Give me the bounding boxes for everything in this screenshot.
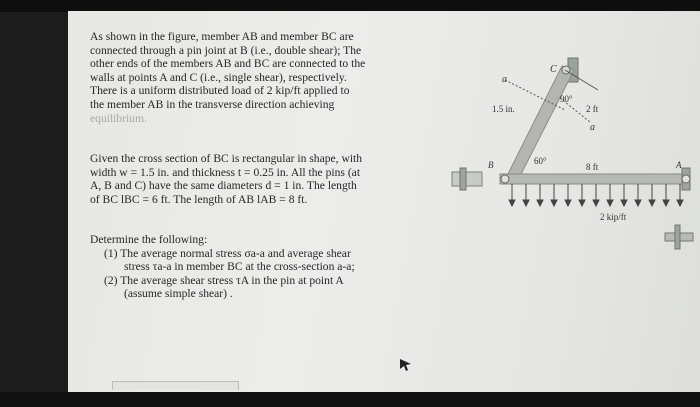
label-c: C [550, 64, 557, 75]
problem-paragraph-2 [90, 152, 430, 206]
questions-intro: Determine the following: [90, 233, 208, 246]
problem-paragraph-1 [90, 30, 430, 125]
member-ab [500, 174, 690, 184]
label-load: 2 kip/ft [600, 212, 627, 222]
label-a-point: A [676, 160, 682, 170]
label-8ft: 8 ft [586, 162, 599, 172]
para1-line-6: the member AB in the transverse direction achieving [90, 97, 335, 111]
mouse-cursor-icon [400, 359, 412, 371]
label-angle-90: 90° [560, 94, 573, 104]
distributed-load-arrows [509, 184, 683, 206]
label-a-bottom: a [590, 122, 595, 133]
para1-line-5: There is a uniform distributed load of 2 kip/ft applied to [90, 84, 350, 98]
bottom-dark-edge [0, 392, 700, 407]
para1-line-2: connected through a pin joint at B (i.e., double shear); The [90, 43, 362, 57]
para2-line-4: of BC lBC = 6 ft. The length of AB lAB = 8 ft. [90, 192, 308, 206]
page-strip [112, 381, 239, 390]
para2-line-1: Given the cross section of BC is rectangular in shape, with [90, 152, 363, 165]
label-angle-60: 60° [534, 156, 547, 166]
label-a-top: a [502, 74, 507, 85]
para1-line-1: As shown in the figure, member AB and member BC are [90, 30, 354, 43]
truss-figure [450, 40, 700, 280]
pin-a [682, 175, 690, 183]
question-1-line-1: (1) The average normal stress σa-a and average shear [104, 246, 351, 260]
para2-line-2: width w = 1.5 in. and thickness t = 0.25 in. All the pins (at [90, 165, 361, 179]
label-2ft: 2 ft [586, 104, 599, 114]
label-b: B [488, 160, 494, 170]
question-2-line-1: (2) The average shear stress τA in the pin at point A [104, 273, 344, 287]
para1-line-4: walls at points A and C (i.e., single shear), respectively. [90, 70, 347, 84]
pin-b [501, 175, 509, 183]
question-1-line-2: stress τa-a in member BC at the cross-section a-a; [124, 260, 355, 274]
label-width: 1.5 in. [492, 104, 515, 114]
pin-a-detail-plate [675, 225, 680, 249]
problem-questions [90, 233, 435, 301]
para1-line-7: equilibrium. [90, 111, 147, 125]
question-2-line-2: (assume simple shear) . [124, 287, 233, 301]
para2-line-3: A, B and C) have the same diameters d = 1 in. The length [90, 179, 357, 193]
para1-line-3: other ends of the members AB and BC are connected to the [90, 57, 366, 71]
wall-b [452, 172, 482, 186]
wall-b-plate [460, 168, 466, 190]
